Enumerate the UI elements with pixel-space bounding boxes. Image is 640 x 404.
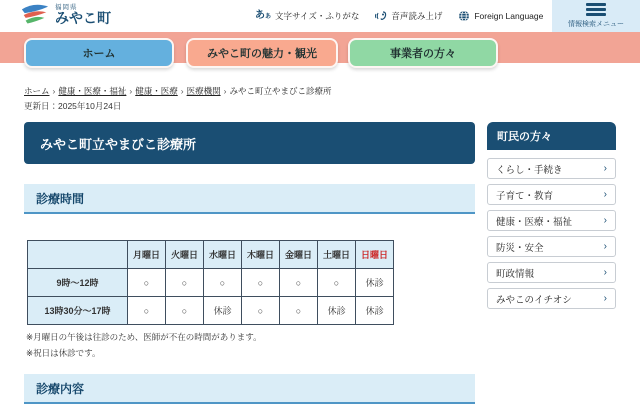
cell-thu-pm: ○: [242, 297, 280, 325]
sidebar-item-living-procedures[interactable]: [487, 158, 616, 179]
sidebar-title: 町民の方々: [487, 122, 616, 150]
site-logo[interactable]: [20, 2, 111, 28]
globe-icon: [458, 10, 470, 22]
cell-tue-pm: ○: [166, 297, 204, 325]
cell-wed-am: ○: [204, 269, 242, 297]
cell-sat-am: ○: [318, 269, 356, 297]
col-monday: 月曜日: [128, 241, 166, 269]
cell-sat-pm: 休診: [318, 297, 356, 325]
town-bird-logo-icon: [20, 2, 50, 28]
prefecture-label: 福岡県: [55, 3, 78, 11]
corner-cell: [28, 241, 128, 269]
col-tuesday: 火曜日: [166, 241, 204, 269]
chevron-right-icon: ›: [603, 293, 607, 304]
col-saturday: 土曜日: [318, 241, 356, 269]
audio-read-link[interactable]: [375, 10, 442, 22]
tab-attractions[interactable]: みやこ町の魅力・観光: [186, 38, 338, 68]
crumb-separator: ›: [223, 86, 227, 96]
page-title: みやこ町立やまびこ診療所: [24, 122, 475, 164]
cell-fri-am: ○: [280, 269, 318, 297]
note-holidays: ※祝日は休診です。: [26, 348, 101, 358]
sidebar-item-label: 町政情報: [496, 268, 535, 280]
audio-read-icon: [375, 10, 387, 22]
sidebar-item-label: みやこのイチオシ: [496, 294, 572, 306]
text-size-link[interactable]: [255, 10, 359, 22]
crumb-separator: ›: [180, 86, 184, 96]
sidebar-item-label: くらし・手続き: [496, 164, 563, 176]
crumb-health-welfare[interactable]: 健康・医療・福祉: [58, 86, 127, 96]
sidebar-item-miyako-recommendations[interactable]: [487, 288, 616, 309]
row-label-afternoon: 13時30分〜17時: [28, 297, 128, 325]
cell-sun-am: 休診: [356, 269, 394, 297]
sidebar-menu: [487, 158, 616, 309]
chevron-right-icon: ›: [603, 267, 607, 278]
table-row-afternoon: [28, 297, 394, 325]
chevron-right-icon: ›: [603, 189, 607, 200]
cell-sun-pm: 休診: [356, 297, 394, 325]
updated-date: 更新日：2025年10月24日: [24, 101, 122, 111]
sidebar-item-health-medical-welfare[interactable]: [487, 210, 616, 231]
sidebar-item-label: 子育て・教育: [496, 190, 554, 202]
crumb-health-medical[interactable]: 健康・医療: [135, 86, 178, 96]
sidebar-item-label: 健康・医療・福祉: [496, 216, 573, 228]
cell-thu-am: ○: [242, 269, 280, 297]
main-navigation: [0, 32, 640, 63]
menu-button-label: 情報検索メニュー: [568, 20, 624, 28]
chevron-right-icon: ›: [603, 241, 607, 252]
cell-tue-am: ○: [166, 269, 204, 297]
cell-mon-pm: ○: [128, 297, 166, 325]
crumb-separator: ›: [52, 86, 56, 96]
audio-read-label: 音声読み上げ: [391, 11, 443, 21]
crumb-home[interactable]: ホーム: [24, 86, 50, 96]
cell-mon-am: ○: [128, 269, 166, 297]
foreign-language-link[interactable]: [458, 10, 543, 22]
cell-wed-pm: 休診: [204, 297, 242, 325]
clinic-hours-table: [27, 240, 394, 325]
note-monday-afternoon: ※月曜日の午後は往診のため、医師が不在の時間があります。: [26, 332, 262, 342]
table-header-row: [28, 241, 394, 269]
text-size-icon: ああ: [255, 10, 272, 21]
foreign-language-label: Foreign Language: [474, 11, 544, 21]
section-heading-content: 診療内容: [24, 374, 475, 404]
residents-sidebar: [487, 122, 616, 309]
chevron-right-icon: ›: [603, 163, 607, 174]
town-name: みやこ町: [55, 9, 111, 26]
tab-home[interactable]: ホーム: [24, 38, 174, 68]
text-size-label: 文字サイズ・ふりがな: [275, 11, 360, 21]
tab-business[interactable]: 事業者の方々: [348, 38, 498, 68]
cell-fri-pm: ○: [280, 297, 318, 325]
col-friday: 金曜日: [280, 241, 318, 269]
sidebar-item-label: 防災・安全: [496, 242, 544, 254]
col-sunday: 日曜日: [356, 241, 394, 269]
crumb-medical-institutions[interactable]: 医療機関: [186, 86, 221, 96]
crumb-separator: ›: [129, 86, 133, 96]
sidebar-item-disaster-safety[interactable]: [487, 236, 616, 257]
top-header: [0, 0, 640, 32]
sidebar-item-town-administration[interactable]: [487, 262, 616, 283]
crumb-current-page: みやこ町立やまびこ診療所: [229, 86, 332, 96]
sidebar-item-childcare-education[interactable]: [487, 184, 616, 205]
row-label-morning: 9時〜12時: [28, 269, 128, 297]
chevron-right-icon: ›: [603, 215, 607, 226]
table-row-morning: [28, 269, 394, 297]
breadcrumb: [24, 85, 331, 97]
info-search-menu-button[interactable]: [552, 0, 640, 32]
col-thursday: 木曜日: [242, 241, 280, 269]
hamburger-icon: [586, 3, 606, 16]
section-heading-hours: 診療時間: [24, 184, 475, 214]
utility-links: [255, 0, 543, 32]
col-wednesday: 水曜日: [204, 241, 242, 269]
